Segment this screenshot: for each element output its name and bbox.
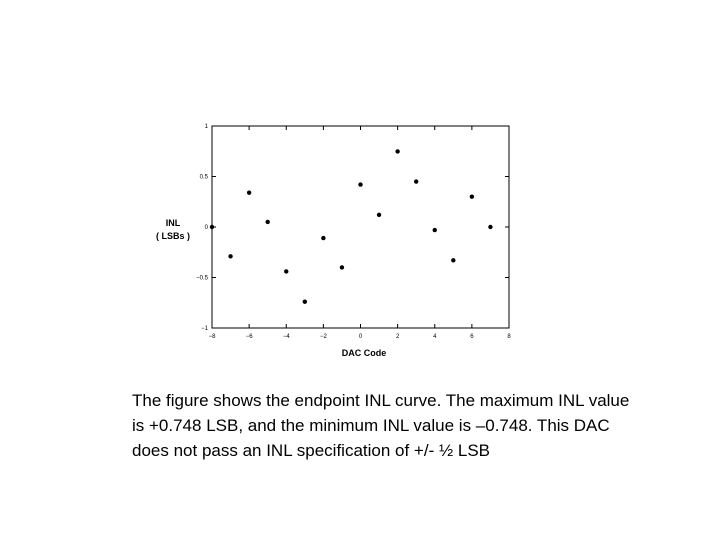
x-tick-label: 8 <box>507 334 511 340</box>
data-point <box>451 258 455 262</box>
y-tick-label: 1 <box>204 124 208 130</box>
x-tick-label: 0 <box>358 334 363 340</box>
y-tick-label: −1 <box>201 326 208 332</box>
y-tick-label: −0.5 <box>196 275 208 282</box>
data-point <box>488 225 492 229</box>
x-tick-label: −2 <box>319 334 327 340</box>
data-point <box>284 269 288 273</box>
y-tick-label: 0.5 <box>199 174 208 181</box>
data-point <box>321 236 325 240</box>
data-points <box>210 149 493 304</box>
x-tick-label: 4 <box>433 334 437 340</box>
data-point <box>395 149 399 153</box>
data-point <box>433 228 437 232</box>
data-point <box>340 265 344 269</box>
x-tick-label: 2 <box>395 334 400 340</box>
x-tick-label: 6 <box>470 334 474 340</box>
y-axis-title-line2: ( LSBs ) <box>155 231 191 241</box>
data-point <box>470 195 474 199</box>
x-axis-title: DAC Code <box>341 348 387 358</box>
caption-text: The figure shows the endpoint INL curve. The maximum INL value is +0.748 LSB, and the minimum INL value is –0.748. This DAC does not pass an INL specification of +/- ½ LSB <box>132 391 630 460</box>
x-axis <box>209 126 512 340</box>
x-tick-label: −6 <box>245 334 253 340</box>
data-point <box>303 300 307 304</box>
y-axis-title-line1: INL <box>165 218 181 228</box>
data-point <box>228 254 232 258</box>
data-point <box>247 190 251 194</box>
plot-frame <box>212 126 509 328</box>
data-point <box>358 182 362 186</box>
y-tick-label: 0 <box>204 225 208 231</box>
x-tick-label: −4 <box>282 334 290 340</box>
data-point <box>414 179 418 183</box>
data-point <box>377 213 381 217</box>
data-point <box>210 225 214 229</box>
x-tick-label: −8 <box>208 334 216 340</box>
y-axis <box>196 124 509 332</box>
data-point <box>265 220 269 224</box>
